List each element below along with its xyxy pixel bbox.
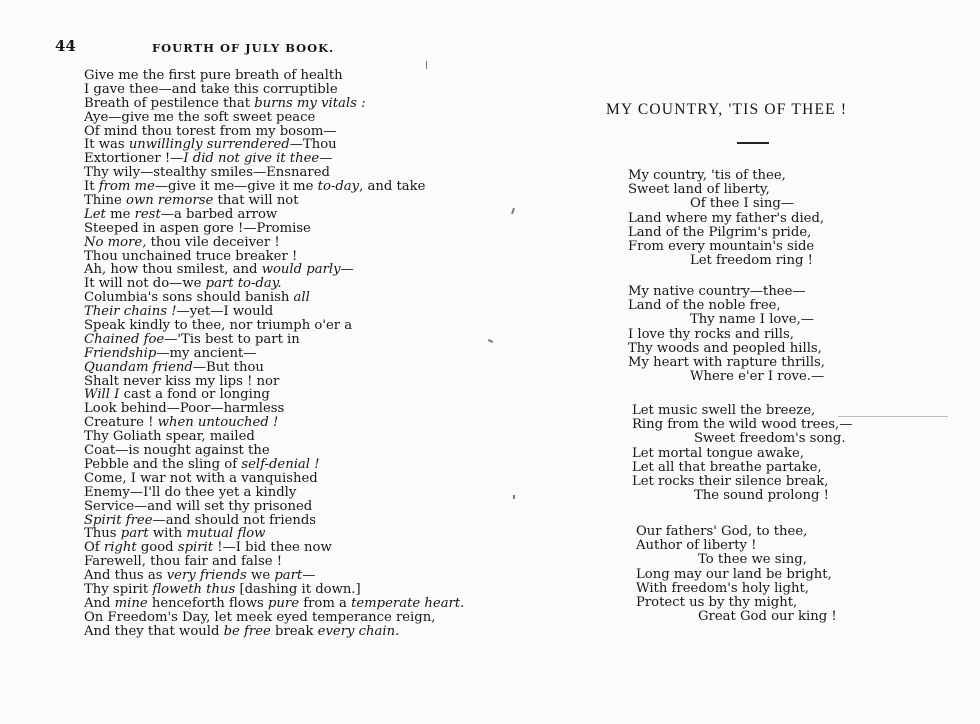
italic-run: would parly (261, 262, 341, 278)
poem-line (84, 388, 464, 402)
stanza-line: Ring from the wild wood trees,— (632, 417, 853, 433)
poem-title: MY COUNTRY, 'TIS OF THEE ! (606, 101, 848, 118)
italic-run: own remorse (126, 193, 214, 209)
text-run: good (136, 540, 178, 556)
stanza-line: Land where my father's died, (628, 210, 825, 226)
stanza-line: Let music swell the breeze, (632, 403, 816, 418)
text-run: —and should not friends (152, 512, 317, 528)
text-run: And they that would (84, 623, 224, 639)
page-number: 44 (55, 37, 76, 55)
italic-run: temperate heart. (351, 595, 465, 611)
italic-run: Their chains ! (84, 304, 177, 320)
text-run: !—I bid thee now (213, 540, 332, 556)
italic-run: very friends (166, 568, 247, 584)
stanza-line: Sweet freedom's song. (694, 431, 846, 447)
poem-line (84, 500, 464, 514)
poem-line (84, 472, 464, 486)
poem-line (84, 277, 464, 291)
poem-line (84, 291, 464, 305)
scan-speck (513, 495, 515, 499)
stanza-line: My heart with rapture thrills, (628, 354, 826, 370)
text-run: Look behind—Poor—harmless (84, 401, 285, 417)
italic-run: pure (267, 595, 299, 611)
running-head: FOURTH OF JULY BOOK. (152, 41, 335, 55)
poem-line (84, 69, 464, 83)
text-run: Extortioner !— (84, 151, 184, 167)
stanza-line: Let rocks their silence break, (632, 473, 829, 489)
poem-line (84, 527, 464, 541)
text-run: , and take (359, 179, 426, 195)
text-run: And thus as (84, 568, 167, 584)
text-run: It (84, 179, 99, 195)
stanza-line: Thy woods and peopled hills, (628, 340, 822, 356)
stanza-line: Of thee I sing— (690, 196, 794, 212)
stanza-4 (636, 525, 837, 624)
italic-run: I did not give it thee (183, 151, 320, 167)
poem-line (84, 263, 464, 277)
text-run: —But thou (192, 359, 264, 375)
poem-line (84, 444, 464, 458)
poem-line (84, 166, 464, 180)
poem-line (84, 319, 464, 333)
stanza-line: Long may our land be bright, (636, 566, 832, 582)
text-run: I gave thee—and take this corruptible (84, 81, 338, 97)
stanza-3 (632, 404, 852, 503)
poem-line (84, 305, 464, 319)
poem-line (84, 375, 464, 389)
text-run: thou vile deceiver ! (146, 234, 280, 250)
text-run: —my ancient— (156, 345, 257, 361)
text-run: Speak kindly to thee, nor triumph o'er a (84, 318, 353, 334)
italic-run: to-day (317, 179, 360, 195)
text-run: Thus (84, 526, 121, 542)
scan-speck (426, 61, 427, 69)
stanza-line: My native country—thee— (628, 284, 806, 299)
text-run: henceforth flows (147, 595, 268, 611)
italic-run: Will I (84, 387, 120, 403)
poem-temperance (84, 69, 464, 639)
italic-run: all (293, 290, 310, 306)
poem-line (84, 152, 464, 166)
stanza-line: Great God our king ! (698, 609, 837, 625)
italic-run: self-denial ! (241, 456, 320, 472)
italic-run: spirit (177, 540, 214, 556)
stanza-line: Thy name I love,— (690, 312, 814, 328)
text-run: me (105, 206, 135, 222)
stanza-2 (628, 285, 825, 384)
poem-line (84, 541, 464, 555)
italic-run: Spirit free (84, 512, 153, 528)
text-run: It was (84, 137, 129, 153)
text-run: Shalt never kiss my lips ! nor (84, 373, 280, 389)
text-run: Columbia's sons should banish (84, 290, 294, 306)
text-run: Service—and will set thy prisoned (84, 498, 313, 514)
text-run: — (302, 568, 316, 584)
text-run: from a (299, 595, 352, 611)
text-run: Thy Goliath spear, mailed (84, 429, 255, 445)
text-run: —Thou (289, 137, 337, 153)
text-run: Of mind thou torest from my bosom— (84, 123, 337, 139)
italic-run: every chain. (317, 623, 400, 639)
poem-line (84, 625, 464, 639)
italic-run: mutual flow (186, 526, 266, 542)
poem-line (84, 597, 464, 611)
italic-run: part (274, 568, 303, 584)
poem-line (84, 83, 464, 97)
poem-line (84, 222, 464, 236)
poem-line (84, 347, 464, 361)
text-run: Thine (84, 193, 126, 209)
text-run: Thy wily—stealthy smiles—Ensnared (84, 165, 330, 181)
title-rule (737, 142, 769, 144)
italic-run: No more, (84, 234, 147, 250)
poem-line (84, 569, 464, 583)
poem-line (84, 486, 464, 500)
text-run: — (340, 262, 354, 278)
text-run: [dashing it down.] (235, 581, 361, 597)
stanza-line: Let all that breathe partake, (632, 459, 822, 475)
poem-line (84, 236, 464, 250)
poem-line (84, 111, 464, 125)
poem-line (84, 97, 464, 111)
stanza-line: Protect us by thy might, (636, 594, 798, 610)
stanza-line: Land of the noble free, (628, 298, 781, 314)
italic-run: floweth thus (152, 581, 236, 597)
stanza-line: Let mortal tongue awake, (632, 445, 805, 461)
text-run: Steeped in aspen gore !—Promise (84, 220, 311, 236)
poem-line (84, 250, 464, 264)
stanza-line: Author of liberty ! (636, 538, 757, 554)
poem-line (84, 416, 464, 430)
text-run: Ah, how thou smilest, and (84, 262, 262, 278)
poem-line (84, 361, 464, 375)
italic-run: rest (134, 206, 161, 222)
text-run: Coat—is nought against the (84, 443, 270, 459)
text-run: And (84, 595, 115, 611)
stanza-line: The sound prolong ! (694, 488, 829, 504)
stanza-line: Sweet land of liberty, (628, 182, 770, 198)
italic-run: right (103, 540, 137, 556)
text-run: On Freedom's Day, let meek eyed temperance reign, (84, 609, 436, 625)
scan-speck (838, 416, 948, 417)
stanza-1 (628, 169, 824, 268)
stanza-line: Land of the Pilgrim's pride, (628, 224, 812, 240)
poem-line (84, 458, 464, 472)
poem-line (84, 138, 464, 152)
text-run: Thou unchained truce breaker ! (84, 248, 298, 264)
text-run: —a barbed arrow (160, 206, 278, 222)
italic-run: Quandam friend (84, 359, 193, 375)
italic-run: be free (223, 623, 271, 639)
poem-line (84, 208, 464, 222)
poem-line (84, 611, 464, 625)
poem-line (84, 125, 464, 139)
text-run: Farewell, thou fair and false ! (84, 554, 283, 570)
italic-run: part to-day. (205, 276, 282, 292)
poem-line (84, 333, 464, 347)
poem-line (84, 555, 464, 569)
text-run: break (270, 623, 318, 639)
poem-line (84, 402, 464, 416)
italic-run: Let (84, 206, 106, 222)
stanza-line: From every mountain's side (628, 238, 815, 254)
stanza-line: Let freedom ring ! (690, 253, 813, 269)
text-run: Of (84, 540, 104, 556)
text-run: we (246, 568, 275, 584)
text-run: Pebble and the sling of (84, 456, 242, 472)
italic-run: unwillingly surrendered (128, 137, 290, 153)
text-run: —give it me—give it me (154, 179, 318, 195)
text-run: Aye—give me the soft sweet peace (84, 109, 316, 125)
poem-line (84, 430, 464, 444)
text-run: Give me the first pure breath of health (84, 68, 343, 83)
poem-line (84, 194, 464, 208)
italic-run: part (120, 526, 149, 542)
italic-run: burns my vitals : (254, 95, 366, 111)
text-run: that will not (213, 193, 299, 209)
text-run: Enemy—I'll do thee yet a kindly (84, 484, 297, 500)
text-run: Creature ! (84, 415, 158, 431)
text-run: — (319, 151, 333, 167)
poem-line (84, 583, 464, 597)
italic-run: when untouched ! (157, 415, 279, 431)
stanza-line: Our fathers' God, to thee, (636, 524, 808, 539)
italic-run: Friendship (84, 345, 157, 361)
stanza-line: Where e'er I rove.— (690, 369, 825, 385)
italic-run: mine (114, 595, 148, 611)
text-run: Come, I war not with a vanquished (84, 470, 318, 486)
stanza-line: I love thy rocks and rills, (628, 326, 794, 342)
text-run: Breath of pestilence that (84, 95, 255, 111)
text-run: —yet—I would (176, 304, 274, 320)
italic-run: from me (98, 179, 155, 195)
text-run: It will not do—we (84, 276, 206, 292)
text-run: cast a fond or longing (119, 387, 270, 403)
stanza-line: To thee we sing, (698, 552, 807, 568)
italic-run: Chained foe (84, 331, 165, 347)
poem-line (84, 180, 464, 194)
poem-line (84, 514, 464, 528)
text-run: Thy spirit (84, 581, 153, 597)
stanza-line: My country, 'tis of thee, (628, 168, 786, 183)
text-run: —'Tis best to part in (164, 331, 300, 347)
text-run: with (148, 526, 187, 542)
stanza-line: With freedom's holy light, (636, 580, 809, 596)
